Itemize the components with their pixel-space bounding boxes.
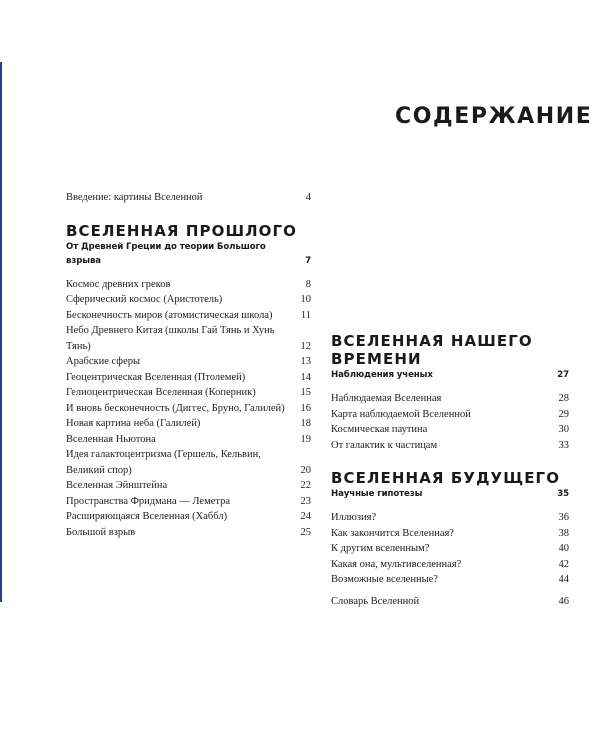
toc-entry-page: 16 — [300, 402, 311, 414]
toc-entry-label: Вселенная Эйнштейна — [66, 480, 168, 491]
toc-entry[interactable] — [66, 478, 311, 494]
toc-entry-label: Какая она, мультивселенная? — [331, 558, 462, 570]
toc-entry-intro[interactable] — [66, 190, 311, 206]
toc-entry-label: От Древней Греции до теории Большого взрыва — [66, 241, 266, 266]
toc-entry-page: 12 — [300, 340, 311, 352]
toc-entry-label: Бесконечность миров (атомистическая школа) — [66, 309, 273, 321]
toc-entry-page: 11 — [300, 309, 311, 321]
toc-entry-page: 23 — [300, 495, 311, 507]
toc-entry-page: 36 — [558, 512, 569, 523]
toc-list-past — [66, 277, 311, 541]
toc-entry[interactable] — [66, 447, 311, 478]
toc-entry-label: Карта наблюдаемой Вселенной — [331, 408, 471, 420]
toc-entry[interactable] — [66, 494, 311, 510]
toc-entry-page: 13 — [300, 356, 311, 367]
toc-entry-label: Научные гипотезы — [331, 489, 423, 499]
toc-entry[interactable] — [66, 385, 311, 401]
toc-entry-label: Наблюдения ученых — [331, 370, 433, 380]
toc-entry[interactable] — [331, 407, 569, 423]
toc-entry-page: 44 — [558, 574, 569, 585]
toc-entry-label: Вселенная Ньютона — [66, 433, 156, 445]
toc-entry[interactable] — [66, 370, 311, 386]
toc-entry[interactable] — [331, 557, 569, 573]
section-subtitle-present[interactable] — [331, 368, 569, 382]
toc-entry-label: Космическая паутина — [331, 424, 428, 435]
toc-entry-label: Космос древних греков — [66, 278, 171, 290]
toc-entry-label: Словарь Вселенной — [331, 595, 420, 607]
toc-entry-page: 30 — [558, 424, 569, 435]
page-edge-mark — [0, 62, 2, 602]
toc-entry[interactable] — [331, 422, 569, 438]
toc-entry-label: Гелиоцентрическая Вселенная (Коперник) — [66, 387, 256, 398]
toc-entry[interactable] — [331, 572, 569, 588]
toc-entry-label: Возможные вселенные? — [331, 574, 438, 585]
toc-entry-glossary[interactable] — [331, 594, 569, 610]
toc-entry-label: Большой взрыв — [66, 526, 136, 538]
toc-entry[interactable] — [66, 292, 311, 308]
toc-entry[interactable] — [66, 525, 311, 541]
toc-entry[interactable] — [331, 526, 569, 542]
section-title-past: ВСЕЛЕННАЯ ПРОШЛОГО — [66, 221, 298, 240]
toc-entry-page: 18 — [300, 418, 311, 429]
toc-entry-page: 29 — [558, 408, 569, 420]
toc-entry[interactable] — [331, 541, 569, 557]
toc-entry-page: 46 — [558, 595, 569, 607]
toc-entry-page: 28 — [558, 393, 569, 404]
toc-entry-label: Введение: картины Вселенной — [66, 192, 203, 203]
toc-entry-label: Пространства Фридмана — Леметра — [66, 495, 231, 507]
toc-entry-label: Сферический космос (Аристотель) — [66, 294, 223, 305]
toc-entry-page: 24 — [300, 511, 311, 522]
toc-entry-label: Наблюдаемая Вселенная — [331, 393, 442, 404]
toc-entry-page: 10 — [300, 294, 311, 305]
toc-left-column — [66, 190, 311, 540]
toc-list-future — [331, 510, 569, 588]
toc-entry[interactable] — [331, 438, 569, 454]
toc-entry-page: 19 — [300, 433, 311, 445]
toc-entry-page: 7 — [305, 255, 311, 266]
toc-entry[interactable] — [66, 277, 311, 293]
toc-entry[interactable] — [66, 323, 311, 354]
toc-right-column — [331, 332, 569, 609]
toc-entry-label: Иллюзия? — [331, 512, 377, 523]
toc-entry-label: Новая картина неба (Галилей) — [66, 418, 201, 429]
toc-entry[interactable] — [66, 354, 311, 370]
toc-entry-page: 20 — [300, 464, 311, 476]
toc-entry-page: 15 — [300, 387, 311, 398]
toc-entry-page: 33 — [558, 439, 569, 451]
toc-entry-label: Арабские сферы — [66, 356, 141, 367]
toc-entry-label: К другим вселенным? — [331, 543, 430, 554]
section-subtitle-past[interactable] — [66, 240, 311, 268]
toc-entry-page: 38 — [558, 527, 569, 539]
toc-entry-page: 4 — [305, 192, 311, 203]
toc-entry-label: Идея галактоцентризма (Гершель, Кельвин, Великий спор) — [66, 449, 261, 476]
toc-entry-page: 42 — [558, 558, 569, 570]
page-title: СОДЕРЖАНИЕ — [395, 104, 593, 129]
toc-entry-page: 25 — [300, 526, 311, 538]
toc-entry-page: 14 — [300, 371, 311, 383]
toc-entry-label: Небо Древнего Китая (школы Гай Тянь и Хунь Тянь) — [66, 325, 275, 352]
toc-entry[interactable] — [331, 391, 569, 407]
toc-entry-label: Геоцентрическая Вселенная (Птолемей) — [66, 371, 246, 383]
toc-entry-label: Расширяющаяся Вселенная (Хаббл) — [66, 511, 228, 522]
toc-entry[interactable] — [331, 510, 569, 526]
section-title-present: ВСЕЛЕННАЯ НАШЕГО ВРЕМЕНИ — [331, 332, 533, 368]
toc-entry[interactable] — [66, 509, 311, 525]
toc-entry-page: 35 — [557, 489, 569, 499]
toc-entry-page: 40 — [558, 543, 569, 554]
toc-entry-page: 27 — [557, 370, 569, 380]
section-subtitle-future[interactable] — [331, 487, 569, 501]
toc-list-present — [331, 391, 569, 453]
toc-entry[interactable] — [66, 308, 311, 324]
toc-entry[interactable] — [66, 432, 311, 448]
toc-entry-page: 8 — [305, 278, 311, 290]
toc-entry[interactable] — [66, 401, 311, 417]
toc-entry-label: Как закончится Вселенная? — [331, 527, 454, 539]
toc-entry-label: От галактик к частицам — [331, 439, 438, 451]
section-title-future: ВСЕЛЕННАЯ БУДУЩЕГО — [331, 469, 561, 487]
toc-entry-page: 22 — [300, 480, 311, 491]
toc-entry[interactable] — [66, 416, 311, 432]
toc-entry-label: И вновь бесконечность (Диггес, Бруно, Галилей) — [66, 402, 285, 414]
